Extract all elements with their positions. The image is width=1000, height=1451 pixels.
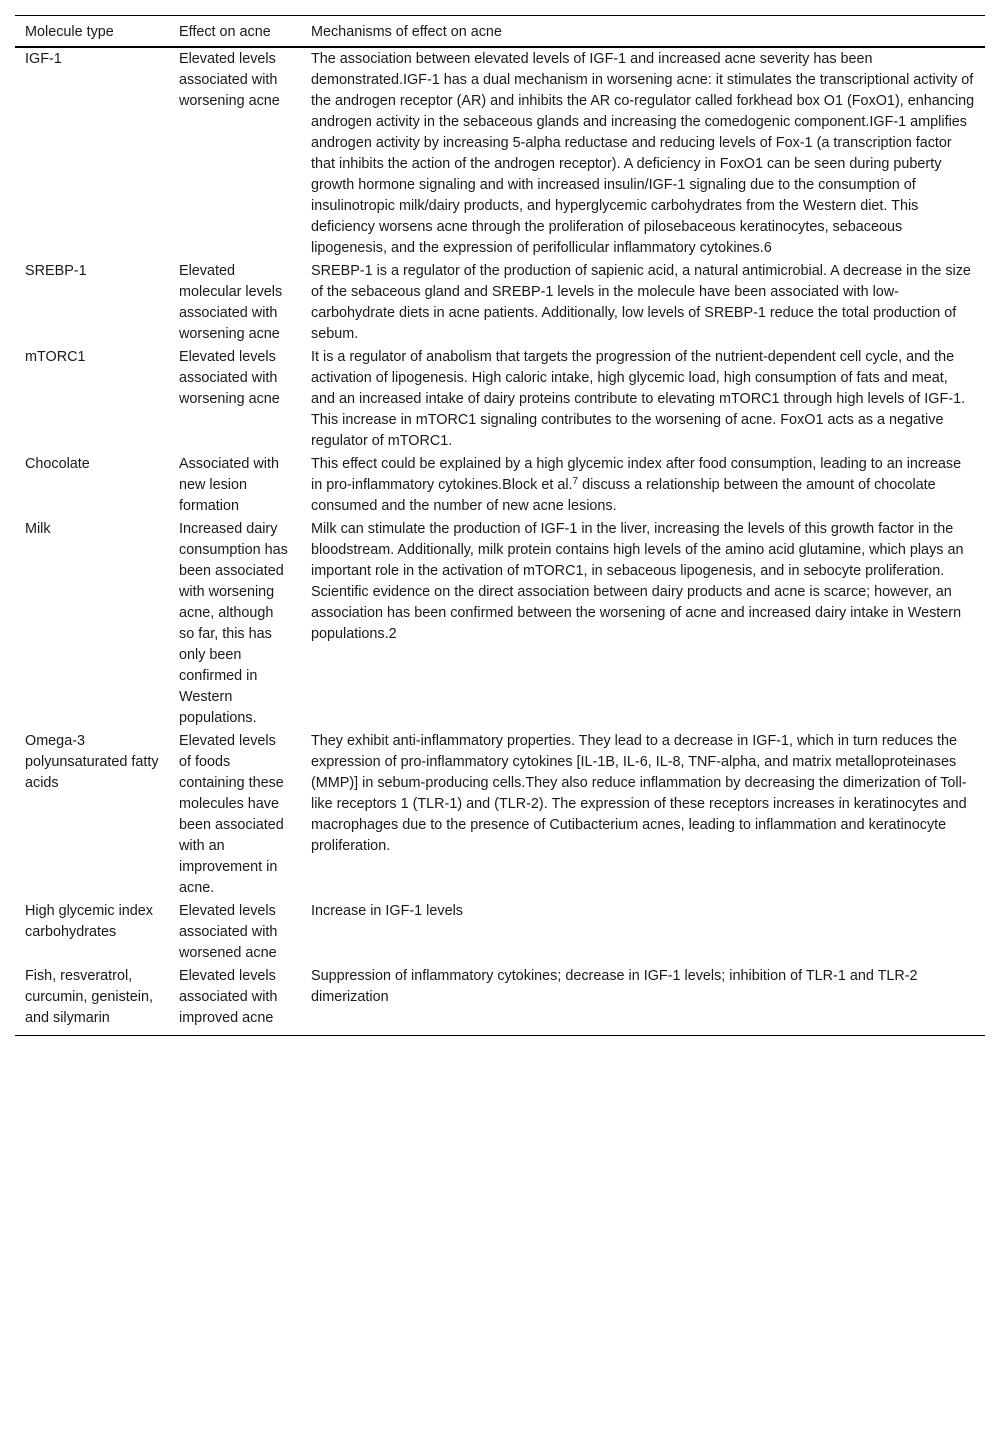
cell-effect: Elevated levels associated with improved acne <box>179 968 278 1026</box>
header-effect-on-acne: Effect on acne <box>169 16 301 48</box>
citation-superscript: 7 <box>572 476 579 487</box>
cell-effect: Elevated levels associated with worsened acne <box>179 903 278 961</box>
table-row <box>15 260 985 346</box>
cell-molecule: Omega-3 polyunsaturated fatty acids <box>25 733 159 791</box>
acne-molecules-table <box>15 15 985 1036</box>
table-row <box>15 965 985 1036</box>
cell-mechanism: The association between elevated levels of IGF-1 and increased acne severity has been demonstrated.IGF-1 has a dual mechanism in worsening acne: it stimulates the transcriptional activity of the androgen receptor (AR) and inhibits the AR co-regulator called forkhead box O1 (FoxO1), enhancing androgen activity in the sebaceous glands and increasing the comedogenic component.IGF-1 amplifies androgen activity by increasing 5-alpha reductase and reducing levels of Fox-1 (a transcription factor that inhibits the action of the androgen receptor). A deficiency in FoxO1 can be seen during puberty growth hormone signaling and with increased insulin/IGF-1 signaling due to the consumption of insulinotropic milk/dairy products, and hyperglycemic carbohydrates from the Western diet. This deficiency worsens acne through the proliferation of pilosebaceous keratinocytes, sebaceous lipogenesis, and the expression of perifollicular inflammatory cytokines.6 <box>311 51 975 256</box>
cell-molecule: High glycemic index carbohydrates <box>25 903 153 940</box>
table-row <box>15 730 985 900</box>
cell-mechanism: SREBP-1 is a regulator of the production of sapienic acid, a natural antimicrobial. A decrease in the size of the sebaceous gland and SREBP-1 levels in the molecule have been associated with low-carbohydrate diets in acne patients. Additionally, low levels of SREBP-1 reduce the total production of sebum. <box>311 263 971 342</box>
cell-molecule: Chocolate <box>25 456 90 472</box>
table-header <box>15 16 985 48</box>
cell-molecule: SREBP-1 <box>25 263 87 279</box>
cell-mechanism: Increase in IGF-1 levels <box>311 903 463 919</box>
cell-mechanism: Suppression of inflammatory cytokines; decrease in IGF-1 levels; inhibition of TLR-1 and TLR-2 dimerization <box>311 968 918 1005</box>
table-row <box>15 518 985 730</box>
cell-molecule: Fish, resveratrol, curcumin, genistein, and silymarin <box>25 968 153 1026</box>
cell-mechanism <box>301 453 985 518</box>
cell-effect: Elevated levels associated with worsening acne <box>179 349 280 407</box>
cell-effect: Elevated molecular levels associated with worsening acne <box>179 263 283 342</box>
table-row <box>15 900 985 965</box>
cell-effect: Elevated levels associated with worsening acne <box>179 51 280 109</box>
table-row <box>15 346 985 453</box>
cell-effect: Associated with new lesion formation <box>179 456 279 514</box>
cell-molecule: mTORC1 <box>25 349 86 365</box>
table-row <box>15 453 985 518</box>
cell-mechanism: They exhibit anti-inflammatory properties. They lead to a decrease in IGF-1, which in turn reduces the expression of pro-inflammatory cytokines [IL-1B, IL-6, IL-8, TNF-alpha, and matrix metalloproteinases (MMP)] in sebum-producing cells.They also reduce inflammation by decreasing the dimerization of Toll-like receptors 1 (TLR-1) and (TLR-2). The expression of these receptors increases in keratinocytes and macrophages due to the presence of Cutibacterium acnes, leading to inflammation and keratinocyte proliferation. <box>311 733 967 854</box>
header-mechanisms: Mechanisms of effect on acne <box>301 16 985 48</box>
table-row <box>15 47 985 260</box>
mechanism-text: discuss a relationship between the amount of chocolate consumed and the number of new acne lesions. <box>311 477 936 514</box>
table-body <box>15 47 985 1036</box>
cell-mechanism: It is a regulator of anabolism that targets the progression of the nutrient-dependent cell cycle, and the activation of lipogenesis. High caloric intake, high glycemic load, high consumption of fats and meat, and an increased intake of dairy proteins contribute to elevating mTORC1 through high levels of IGF-1. This increase in mTORC1 signaling contributes to the worsening of acne. FoxO1 acts as a negative regulator of mTORC1. <box>311 349 966 449</box>
cell-mechanism: Milk can stimulate the production of IGF-1 in the liver, increasing the levels of this growth factor in the bloodstream. Additionally, milk protein contains high levels of the amino acid glutamine, which plays an important role in the activation of mTORC1, in sebaceous lipogenesis, and in sebocyte proliferation. Scientific evidence on the direct association between dairy products and acne is scarce; however, an association has been confirmed between the worsening of acne and increased dairy intake in Western populations.2 <box>311 521 964 642</box>
cell-effect: Elevated levels of foods containing these molecules have been associated with an improvement in acne. <box>179 733 284 896</box>
cell-molecule: IGF-1 <box>25 51 62 67</box>
mechanism-text: This effect could be explained by a high glycemic index after food consumption, leading to an increase in pro-inflammatory cytokines.Block et al. <box>311 456 962 493</box>
cell-molecule: Milk <box>25 521 51 537</box>
header-molecule-type: Molecule type <box>15 16 169 48</box>
cell-effect: Increased dairy consumption has been associated with worsening acne, although so far, this has only been confirmed in Western populations. <box>179 521 288 726</box>
header-row <box>15 16 985 48</box>
